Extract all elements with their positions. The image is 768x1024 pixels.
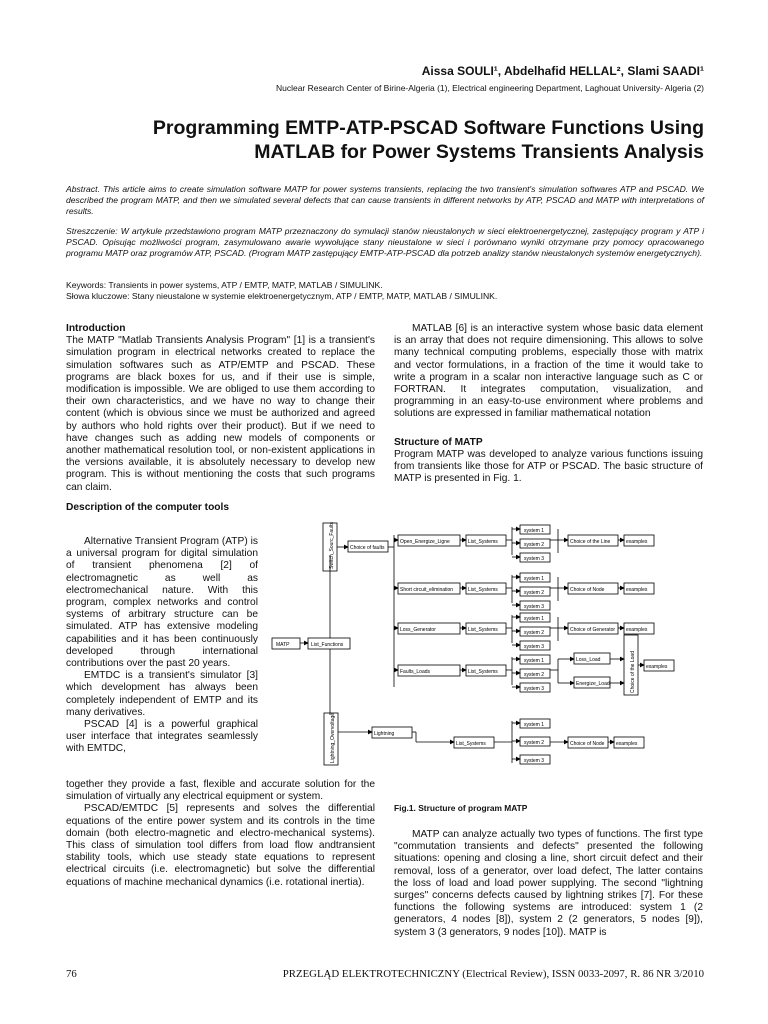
left-narrow-column: [66, 536, 258, 756]
choice-label: Choice of Generator: [570, 627, 616, 633]
journal-reference: PRZEGLĄD ELEKTROTECHNICZNY (Electrical Review), ISSN 0033-2097, R. 86 NR 3/2010: [282, 968, 704, 980]
list-functions-label: List_Functions: [311, 642, 344, 648]
system-label: system 3: [524, 686, 545, 692]
keywords: [66, 280, 704, 302]
title-line-1: Programming EMTP-ATP-PSCAD Software Functions Using: [152, 117, 704, 139]
matp-label: MATP: [276, 642, 290, 648]
fault-row-label: Loss_Generator: [400, 627, 436, 633]
keywords-en: Keywords: Transients in power systems, ATP / EMTP, MATP, MATLAB / SIMULINK.: [66, 280, 383, 290]
choice-faults-label: Choice of faults: [350, 545, 385, 551]
list-systems-label: List_Systems: [456, 741, 486, 747]
authors: Aissa SOULI¹, Abdelhafid HELLAL², Slami SAADI¹: [421, 64, 704, 78]
list-systems-label: List_Systems: [468, 669, 498, 675]
list-systems-label: List_Systems: [468, 539, 498, 545]
pscad-emtdc-paragraph: PSCAD/EMTDC [5] represents and solves the differential equations of the entire power system and its controls in the time domain (both electro-magnetic and electro-mechanical systems). This class of simulation tool differs from load flow andtransient stability tools, which use steady state equations to represent electrical circuits (i.e. electromagnetic) but solve the differential equations of machine mechanical dynamics (i.e. rotational inertia).: [66, 803, 375, 888]
system-label: system 2: [524, 672, 545, 678]
introduction-paragraph: The MATP "Matlab Transients Analysis Program" [1] is a transient's simulation program in electrical networks created to replace the simulation softwares such as ATP/EMTP and PSCAD. These programs are black boxes for us, and if their use is simple, modification is impossible. We are obliged to use them according to their own characteristics, and we have no way to change their content (which is obvious since we must be authorized and agreed by authors who hold rights over their product). But if we need to have changes such as adding new models of components or another mathematical resolution tool, or non-existent applications in the versions available, it is absolutely necessary to develop new program. This is without mentioning the costs that such programs can claim.: [66, 335, 375, 493]
choice-label: Choice of the Line: [570, 539, 611, 545]
structure-paragraph: Program MATP was developed to analyze various functions issuing from transients like those for ATP or PSCAD. The basic structure of MATP is presented in Fig. 1.: [394, 448, 703, 485]
emtdc-paragraph: EMTDC is a transient's simulator [3] which development has always been completely independent of EMTP and its many derivatives.: [66, 670, 258, 718]
lightning-overvoltage-label: Lightning_Overvoltage: [330, 712, 336, 763]
pscad-paragraph-cont: together they provide a fast, flexible and accurate solution for the simulation of virtually any electrical equipment or system.: [66, 779, 375, 803]
fault-row-label: Open_Energize_Ligne: [400, 539, 450, 545]
system-label: system 2: [524, 590, 545, 596]
list-systems-label: List_Systems: [468, 627, 498, 633]
section-heading-introduction: Introduction: [66, 323, 126, 334]
fault-row-label: Short circuit_elimination: [400, 587, 454, 593]
right-column: [394, 323, 703, 485]
choice-node-label: Choice of Node: [570, 741, 605, 747]
examples-label: examples: [626, 539, 648, 545]
system-label: system 1: [524, 576, 545, 582]
section-heading-tools: Description of the computer tools: [66, 501, 230, 513]
system-label: system 3: [524, 644, 545, 650]
switch-faults-label: Switch_Sourc_Faults: [329, 522, 335, 569]
examples-label: examples: [616, 741, 638, 747]
left-lower-column: [66, 779, 375, 889]
pscad-paragraph: PSCAD [4] is a powerful graphical user interface that integrates seamlessly with EMTDC,: [66, 719, 258, 755]
examples-label: examples: [626, 587, 648, 593]
system-label: system 2: [524, 740, 545, 746]
lightning-label: Lightning: [374, 731, 395, 737]
examples-label: examples: [646, 664, 668, 670]
system-label: system 3: [524, 556, 545, 562]
system-label: system 1: [524, 722, 545, 728]
fault-row-label: Faults_Loads: [400, 669, 431, 675]
energize-load-label: Energize_Load: [576, 681, 610, 687]
paper-title: [40, 116, 704, 164]
matp-structure-diagram: [268, 515, 708, 795]
title-line-2: MATLAB for Power Systems Transients Analysis: [254, 141, 704, 163]
affiliation: Nuclear Research Center of Birine-Algeria (1), Electrical engineering Department, Laghouat University- Algeria (2): [275, 83, 704, 93]
system-label: system 3: [524, 758, 545, 764]
analysis-paragraph: MATP can analyze actually two types of functions. The first type "commutation transients and defects" presented the following situations: opening and closing a line, short circuit defect and their removal, loss of a generator, over load defect, The latter contains the loss of load and load power supplying. The second "lightning surges" concerns defects caused by lightning strikes [7]. For these functions the following systems are introduced: system 1 (2 generators, 4 nodes [8]), system 2 (2 generators, 5 nodes [9]), system 3 (3 generators, 9 nodes [10]). MATP is: [394, 829, 703, 938]
system-label: system 2: [524, 630, 545, 636]
right-lower-column: [394, 829, 703, 939]
keywords-pl: Słowa kluczowe: Stany nieustalone w systemie elektroenergetycznym, ATP / EMTP, MATP, MATLAB / SIMULINK.: [66, 291, 498, 302]
left-column: [66, 323, 375, 514]
streszczenie: Streszczenie: W artykule przedstawiono program MATP przeznaczony do symulacji stanów nieustalonych w sieci elektroenergetycznej, zastępujący program y ATP i PSCAD. Opisując możliwości program, zasymulowano awarie wywołujące stany nieustalone w sieci i porównano wyniki otrzymane przy pomocy opracowanego programu MATP oraz programów ATP, PSCAD. (Program MATP zastępujący EMTP-ATP-PSCAD dla potrzeb analizy stanów nieustalonych systemów energetycznych).: [66, 226, 704, 259]
system-label: system 2: [524, 542, 545, 548]
page-number: 76: [66, 968, 77, 980]
abstract: Abstract. This article aims to create simulation software MATP for power systems transients, replacing the two transient's simulation softwares ATP and PSCAD. We described the program MATP, and then we simulated several defects that can cause transients in different networks by ATP, PSCAD and MATP with interpretations of results.: [66, 184, 704, 217]
matlab-paragraph: MATLAB [6] is an interactive system whose basic data element is an array that does not require dimensioning. This allows to solve many technical computing problems, especially those with matrix and vector formulations, in a fraction of the time it would take to write a program in a scalar non interactive language such as C or FORTRAN. It integrates computation, visualization, and programming in an easy-to-use environment where problems and solutions are expressed in familiar mathematical notation: [394, 323, 703, 420]
system-label: system 1: [524, 528, 545, 534]
choice-label: Choice of Node: [570, 587, 605, 593]
system-label: system 1: [524, 616, 545, 622]
examples-label: examples: [626, 627, 648, 633]
section-heading-structure: Structure of MATP: [394, 436, 483, 448]
choice-load-label: Choice of the Load: [630, 651, 636, 693]
list-systems-label: List_Systems: [468, 587, 498, 593]
system-label: system 1: [524, 658, 545, 664]
system-label: system 3: [524, 604, 545, 610]
loss-load-label: Loss_Load: [576, 657, 601, 663]
atp-paragraph: Alternative Transient Program (ATP) is a universal program for digital simulation of transient phenomena [2] of electromagnetic as well as electromechanical nature. With this program, complex networks and control systems of arbitrary structure can be simulated. ATP has extensive modeling capabilities and it has been continuously developed through international contributions over the past 20 years.: [66, 536, 258, 670]
figure-caption: Fig.1. Structure of program MATP: [394, 803, 528, 813]
